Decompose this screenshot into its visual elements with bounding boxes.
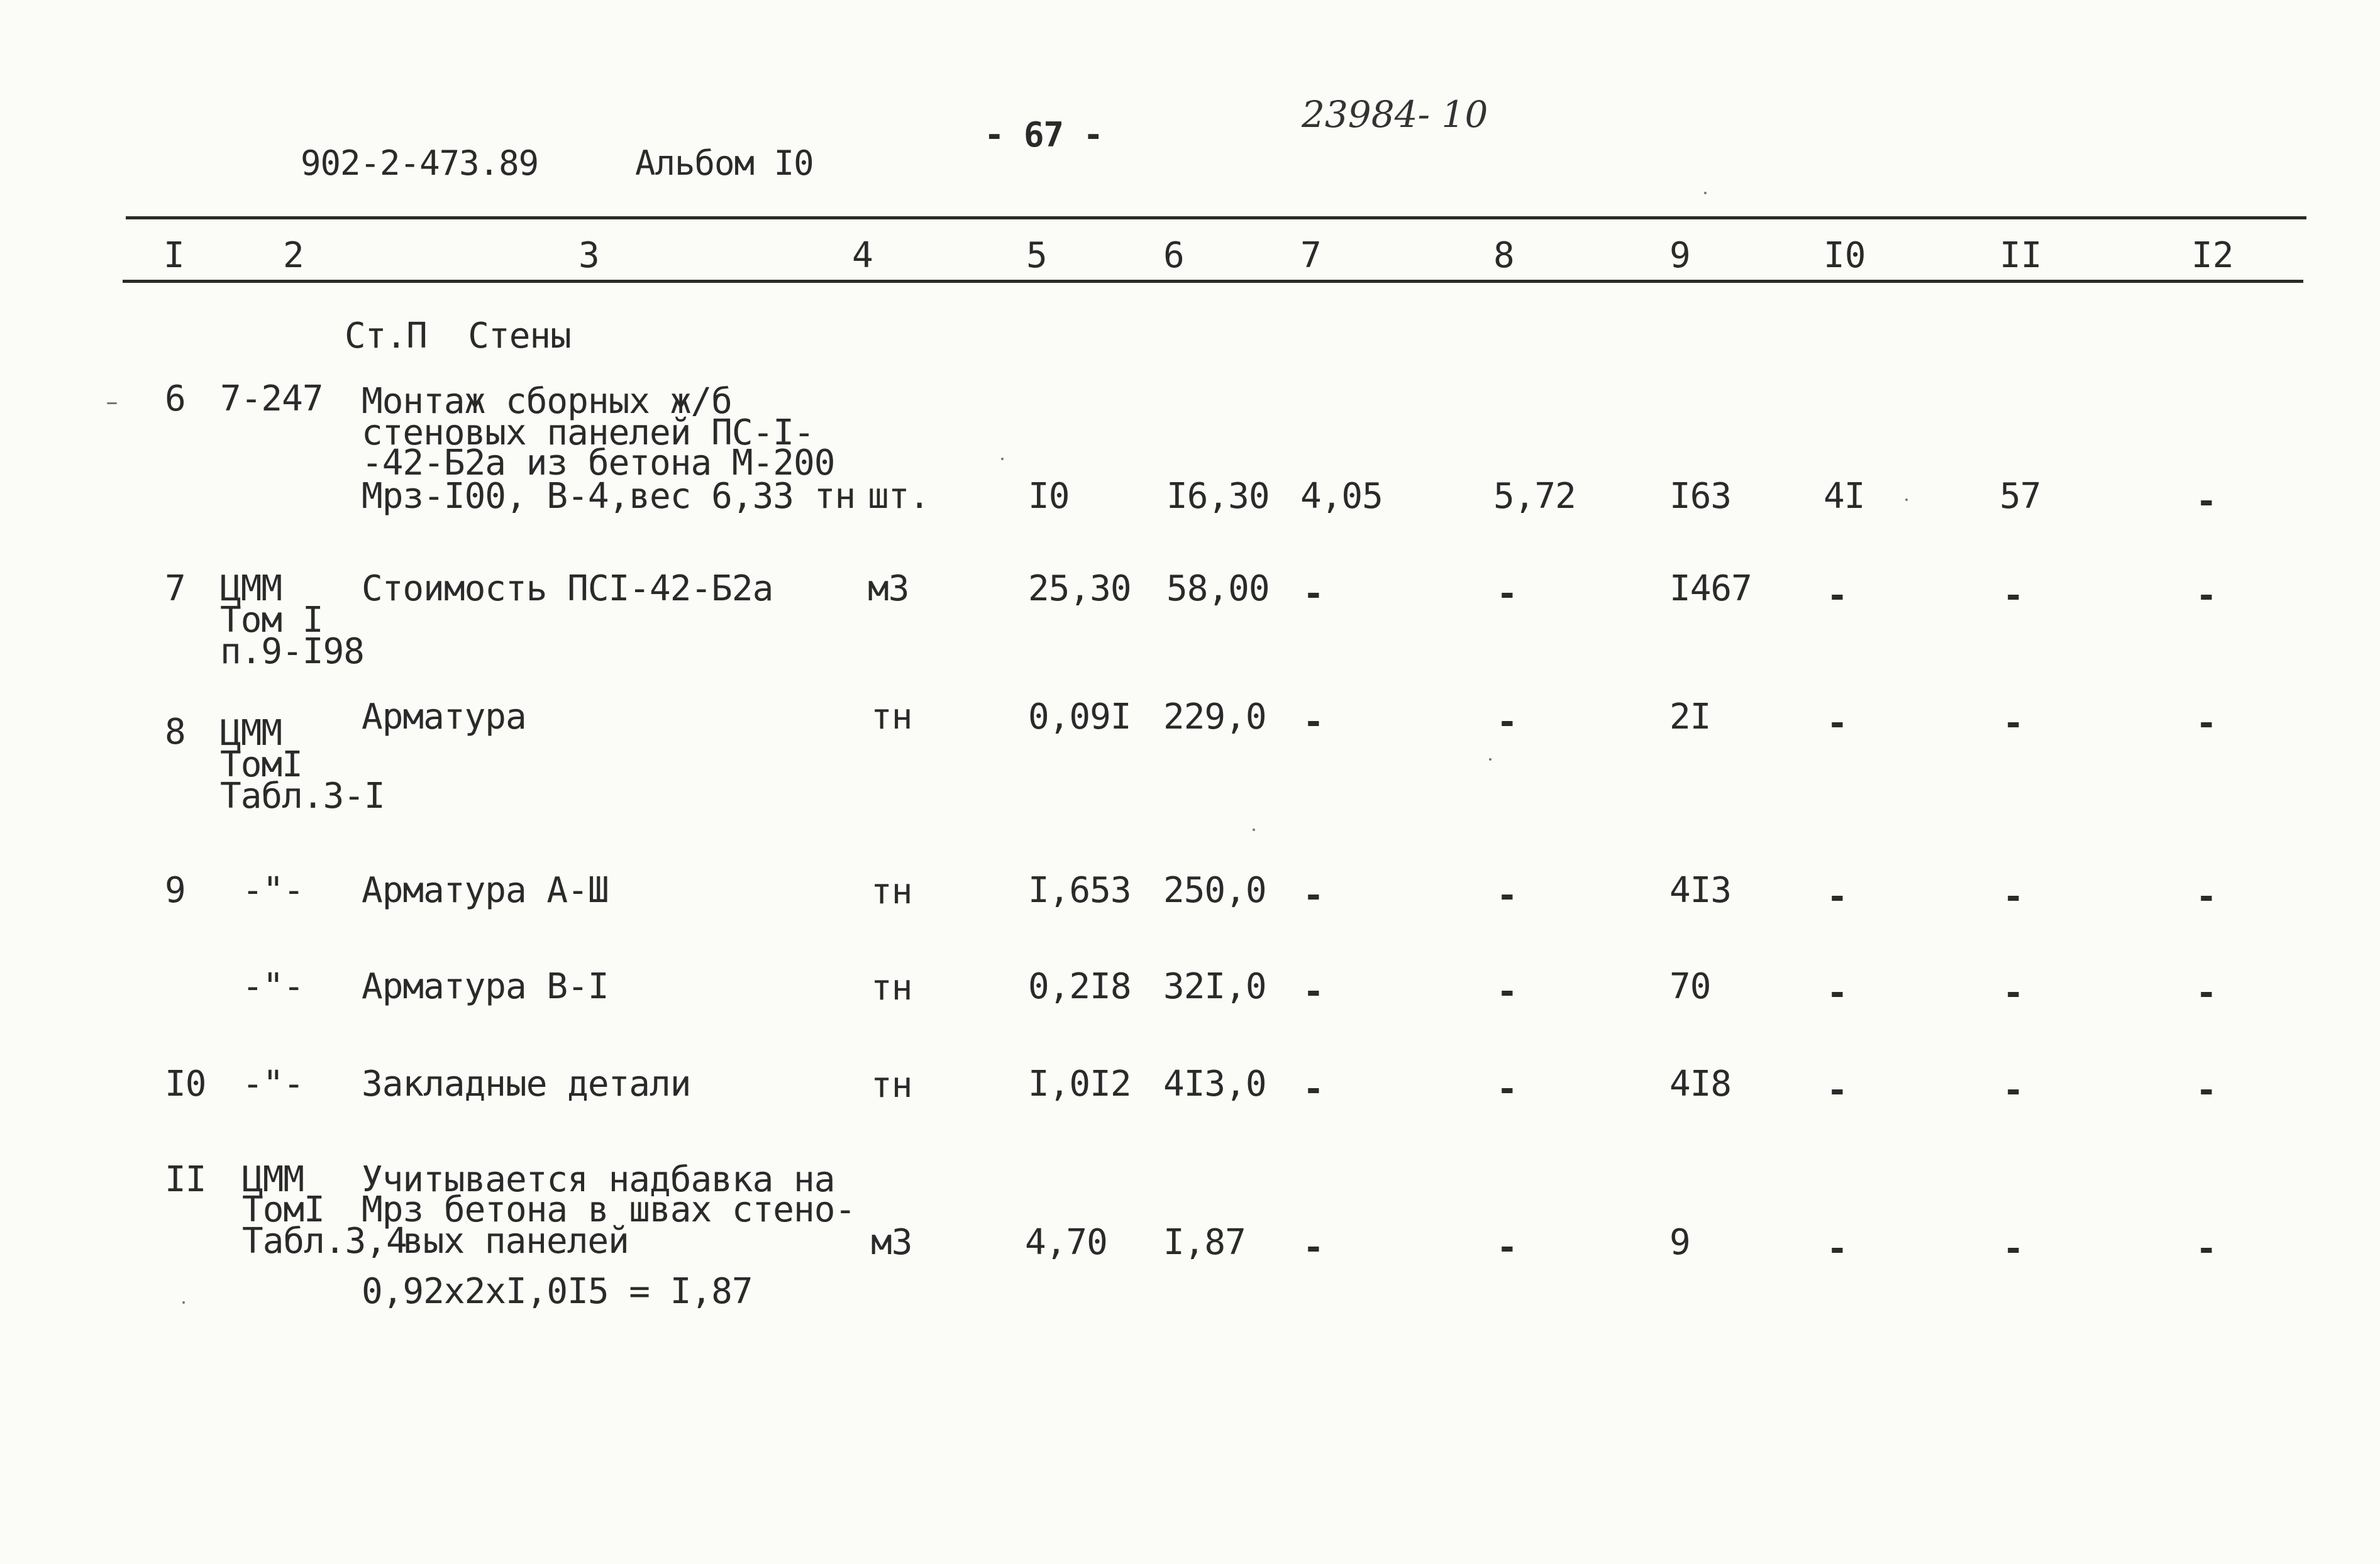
row-col12: - [2196,703,2217,744]
row-col7: - [1303,971,1324,1012]
row-col11: - [2003,703,2024,744]
row-description-line: Стоимость ПСI-42-Б2а [362,568,773,609]
scan-speck [1489,758,1492,761]
row-unit: м3 [871,1222,912,1263]
row-col10: 4I [1824,476,1865,517]
row-quantity: 25,30 [1028,568,1131,609]
album-label: Альбом I0 [635,143,814,183]
row-col8: - [1497,573,1518,614]
row-unit: м3 [868,568,909,609]
scan-speck [182,1301,185,1304]
column-header-11: II [2000,235,2042,276]
row-description-line: вых панелей [402,1221,629,1262]
row-reference: п.9-I98 [220,631,365,672]
row-col7: - [1303,875,1324,916]
row-unit-price: 250,0 [1163,870,1266,911]
row-col8: - [1497,1227,1518,1268]
row-description-line: Монтаж сборных ж/б [362,381,732,422]
row-unit: тн [871,871,912,912]
row-unit: тн [871,967,912,1008]
row-col11: - [2003,972,2024,1013]
row-unit-price: I6,30 [1166,476,1270,517]
row-reference: Том I [220,600,323,641]
column-header-2: 2 [283,235,304,276]
row-unit-price: 4I3,0 [1163,1064,1266,1104]
row-unit: тн [871,1065,912,1106]
row-reference: ТомI [220,744,302,785]
row-col8: 5,72 [1493,476,1576,517]
row-total: 4I8 [1669,1064,1732,1104]
column-header-5: 5 [1026,235,1048,276]
row-number: 8 [165,712,185,752]
row-col10: - [1827,876,1848,917]
row-reference: 7-247 [220,378,323,419]
column-header-8: 8 [1493,235,1515,276]
row-col10: - [1827,972,1848,1013]
row-description-line: Мрз-I00, В-4,вес 6,33 тн [362,476,856,517]
page-number: - 67 - [984,115,1104,155]
row-col10: - [1827,703,1848,744]
row-unit-price: 58,00 [1166,568,1270,609]
row-unit: тн [871,697,912,737]
row-reference: ЦММ [242,1159,304,1200]
row-description-line: Учитывается надбавка на [362,1159,835,1200]
column-header-1: I [163,235,185,276]
row-reference: -"- [242,1064,304,1104]
row-col8: - [1497,1069,1518,1110]
row-col11: - [2003,575,2024,616]
row-col7: - [1303,573,1324,614]
row-reference: ТомI [242,1189,324,1230]
row-col7: 4,05 [1300,476,1383,517]
row-col12: - [2196,1228,2217,1269]
row-col12: - [2196,575,2217,616]
row-description-line: Закладные детали [362,1064,691,1104]
row-description-line: Арматура В-I [362,966,609,1007]
row-unit-price: 229,0 [1163,697,1266,737]
column-header-9: 9 [1669,235,1691,276]
row-total: 2I [1669,697,1711,737]
row-col7: - [1303,1227,1324,1268]
row-total: 70 [1669,966,1711,1007]
section-title: Ст.П Стены [345,316,571,356]
row-col8: - [1497,971,1518,1012]
row-quantity: 4,70 [1025,1222,1107,1263]
row-number: 7 [165,568,185,609]
row-unit: шт. [868,476,930,517]
row-unit-price: 32I,0 [1163,966,1266,1007]
row-reference: ЦММ [220,568,282,609]
row-quantity: I,653 [1028,870,1131,911]
scan-speck [1905,498,1908,501]
document-code: 902-2-473.89 [301,143,539,183]
row-col11: - [2003,876,2024,917]
row-col10: - [1827,575,1848,616]
row-total: I467 [1669,568,1752,609]
row-number: 9 [165,870,185,911]
column-header-6: 6 [1163,235,1185,276]
row-total: 9 [1669,1222,1690,1263]
row-number: II [165,1159,206,1200]
row-col7: - [1303,702,1324,742]
row-col12: - [2196,972,2217,1013]
row-unit-price: I,87 [1163,1222,1246,1263]
row-col8: - [1497,875,1518,916]
column-header-rule [123,280,2303,283]
row-quantity: I,0I2 [1028,1064,1131,1104]
row-col11: 57 [2000,476,2041,517]
row-reference: Табл.3-I [220,776,385,817]
scan-speck [1253,829,1255,831]
row-reference: ЦММ [220,713,282,754]
row-quantity: 0,2I8 [1028,966,1131,1007]
column-header-7: 7 [1300,235,1322,276]
column-header-4: 4 [852,235,873,276]
table-top-rule [126,216,2306,219]
row-description-line: стеновых панелей ПС-I- [362,412,814,453]
row-number: 6 [165,378,185,419]
row-reference: -"- [242,870,304,911]
row-calculation: 0,92х2хI,0I5 = I,87 [362,1271,753,1312]
scan-speck [107,402,117,404]
scan-speck [1001,458,1004,460]
row-col10: - [1827,1228,1848,1269]
row-description-line: Арматура [362,697,526,737]
row-quantity: I0 [1028,476,1070,517]
column-header-10: I0 [1824,235,1866,276]
row-col11: - [2003,1228,2024,1269]
row-col10: - [1827,1070,1848,1111]
row-description-line: Арматура А-Ш [362,870,609,911]
row-col12: - [2196,1070,2217,1111]
row-col11: - [2003,1070,2024,1111]
row-reference: -"- [242,966,304,1007]
column-header-3: 3 [578,235,600,276]
row-quantity: 0,09I [1028,697,1131,737]
row-description-line: Мрз бетона в швах стено- [362,1189,856,1230]
row-col7: - [1303,1069,1324,1110]
row-total: I63 [1669,476,1732,517]
row-col12: - [2196,481,2217,522]
row-reference: Табл.3,4 [242,1221,407,1262]
row-total: 4I3 [1669,870,1732,911]
handwritten-inventory-number: 23984- 10 [1302,93,1488,136]
column-header-12: I2 [2191,235,2234,276]
row-description-line: -42-Б2а из бетона М-200 [362,443,835,483]
row-col8: - [1497,702,1518,742]
row-number: I0 [165,1064,206,1104]
row-col12: - [2196,876,2217,917]
scan-speck [1704,192,1707,194]
